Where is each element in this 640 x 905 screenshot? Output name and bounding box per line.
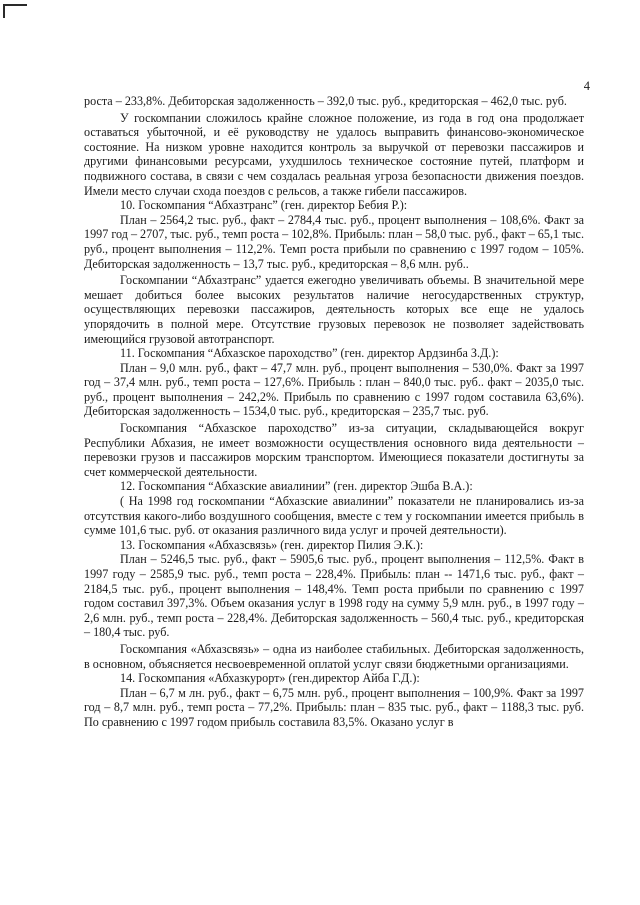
section-heading: 11. Госкомпания “Абхазское пароходство” (ген. директор Ардзинба З.Д.): [120, 346, 499, 361]
scan-corner-mark [3, 4, 5, 18]
section-heading: 14. Госкомпания «Абхазкурорт» (ген.директор Айба Г.Д.): [120, 671, 420, 686]
section-heading: 13. Госкомпания «Абхазсвязь» (ген. директор Пилия Э.К.): [120, 537, 424, 552]
paragraph: ( На 1998 год госкомпании “Абхазские авиалинии” показатели не планировались из-за отсутствия какого-либо воздушного сообщения, вместе с тем у госкомпании имеется прибыль в сумме 101,6 тыс. руб. от оказания различного вида услуг и прочей деятельности). [84, 494, 584, 538]
page-number: 4 [583, 79, 590, 93]
document-body [84, 94, 584, 730]
paragraph: У госкомпании сложилось крайне сложное положение, из года в год она продолжает оставаться убыточной, и её руководству не удалось выправить финансово-экономическое состояние. На низком уровне находится контроль за выручкой от перевозки пассажиров и другими финансовыми ресурсами, ухудшилось техническое состояние путей, платформ и подвижного состава, в связи с чем создалась реальная угроза безопасности движения поездов. Имели место случаи схода поездов с рельсов, а также гибели пассажиров. [84, 110, 584, 198]
section-heading: 10. Госкомпания “Абхазтранс” (ген. директор Бебия Р.): [120, 198, 408, 213]
paragraph: План – 2564,2 тыс. руб., факт – 2784,4 тыс. руб., процент выполнения – 108,6%. Факт за 1997 год – 2707, тыс. руб., темп роста – 102,8%. Прибыль: план – 58,0 тыс. руб., факт – 65,1 тыс. руб., процент выполнения – 112,2%. Темп роста прибыли по сравнению с 1997 годом – 105%. Дебиторская задолженность – 13,7 тыс. руб., кредиторская – 8,6 млн. руб.. [84, 212, 584, 271]
section-heading: 12. Госкомпания “Абхазские авиалинии” (ген. директор Эшба В.А.): [120, 479, 473, 494]
paragraph: роста – 233,8%. Дебиторская задолженность – 392,0 тыс. руб., кредиторская – 462,0 тыс. руб. [84, 94, 567, 108]
scan-corner-mark [3, 4, 27, 6]
paragraph: Госкомпания “Абхазское пароходство” из-за ситуации, складывающейся вокруг Республики Абхазия, не имеет возможности осуществления основного вида деятельности – перевозки грузов и пассажиров морским транспортом. Имеющиеся показатели достигнуты за счет коммерческой деятельности. [84, 421, 584, 479]
paragraph: План – 6,7 м лн. руб., факт – 6,75 млн. руб., процент выполнения – 100,9%. Факт за 1997 год – 8,7 млн. руб., темп роста – 77,2%. Прибыль: план – 835 тыс. руб., факт – 1188,3 тыс. руб. По сравнению с 1997 годом прибыль составила 83,5%. Оказано услуг в [84, 685, 584, 729]
paragraph: План – 9,0 млн. руб., факт – 47,7 млн. руб., процент выполнения – 530,0%. Факт за 1997 год – 37,4 млн. руб., темп роста – 127,6%. Прибыль : план – 840,0 тыс. руб.. факт – 2035,0 тыс. руб., процент выполнения – 242,2%. Прибыль по сравнению с 1997 годом составила 63,6%). Дебиторская задолженность – 1534,0 тыс. руб., кредиторская – 235,7 тыс. руб. [84, 360, 584, 419]
paragraph: Госкомпания «Абхазсвязь» – одна из наиболее стабильных. Дебиторская задолженность, в основном, объясняется несвоевременной оплатой услуг связи бюджетными организациями. [84, 641, 584, 671]
paragraph: Госкомпании “Абхазтранс” удается ежегодно увеличивать объемы. В значительной мере мешает добиться более высоких результатов наличие негосударственных структур, осуществляющих перевозки пассажиров, деятельность которых все еще не удалось упорядочить в полной мере. Отсутствие грузовых перевозок не позволяет задействовать имеющийся грузовой автотранспорт. [84, 273, 584, 346]
paragraph: План – 5246,5 тыс. руб., факт – 5905,6 тыс. руб., процент выполнения – 112,5%. Факт в 1997 году – 2585,9 тыс. руб., темп роста – 228,4%. Прибыль: план -- 1471,6 тыс. руб., факт – 2184,5 тыс. руб., процент выполнения – 148,4%. Темп роста прибыли по сравнению с 1997 годом составил 397,3%. Объем оказания услуг в 1998 году на сумму 5,9 млн. руб., в 1997 году – 2,6 млн. руб., темп роста – 228,4%. Дебиторская задолженность – 560,4 тыс. руб., кредиторская – 180,4 тыс. руб. [84, 552, 584, 640]
